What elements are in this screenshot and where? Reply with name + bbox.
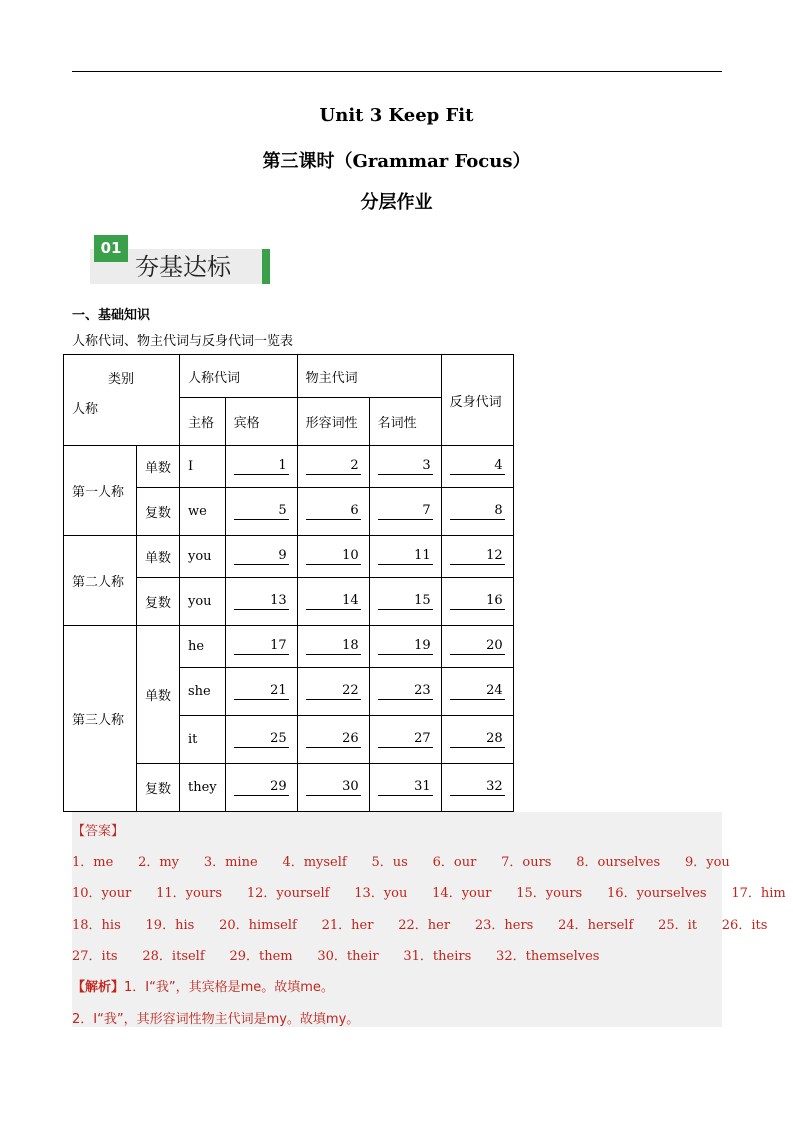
number-singular: 单数 bbox=[137, 446, 180, 488]
header-objective: 宾格 bbox=[225, 398, 297, 446]
blank-10[interactable]: 10 bbox=[306, 548, 361, 565]
blank-20[interactable]: 20 bbox=[450, 638, 505, 655]
header-personal: 人称代词 bbox=[180, 355, 298, 398]
blank-12[interactable]: 12 bbox=[450, 548, 505, 565]
blank-23[interactable]: 23 bbox=[378, 683, 433, 700]
blank-5[interactable]: 5 bbox=[234, 503, 289, 520]
blank-11[interactable]: 11 bbox=[378, 548, 433, 565]
blank-31[interactable]: 31 bbox=[378, 779, 433, 796]
pronoun-cell: she bbox=[180, 668, 226, 716]
header-possessive: 物主代词 bbox=[297, 355, 441, 398]
blank-21[interactable]: 21 bbox=[234, 683, 289, 700]
blank-7[interactable]: 7 bbox=[378, 503, 433, 520]
person-second: 第二人称 bbox=[64, 536, 137, 626]
pronoun-cell: he bbox=[180, 626, 226, 668]
answer-line: 1．me 2．my 3．mine 4．myself 5．us 6．our 7．ours 8．ourselves 9．you bbox=[72, 855, 730, 870]
number-plural: 复数 bbox=[137, 488, 180, 536]
blank-29[interactable]: 29 bbox=[234, 779, 289, 796]
answer-line: 10．your 11．yours 12．yourself 13．you 14．your 15．yours 16．yourselves 17．him bbox=[72, 886, 786, 901]
pronoun-cell: you bbox=[180, 536, 226, 578]
blank-3[interactable]: 3 bbox=[378, 458, 433, 475]
pronoun-cell: we bbox=[180, 488, 226, 536]
pronoun-cell: they bbox=[180, 764, 226, 812]
blank-2[interactable]: 2 bbox=[306, 458, 361, 475]
page-title: Unit 3 Keep Fit bbox=[319, 105, 474, 126]
person-third: 第三人称 bbox=[64, 626, 137, 812]
blank-30[interactable]: 30 bbox=[306, 779, 361, 796]
table-corner: 类别 人称 bbox=[64, 355, 180, 446]
section-badge bbox=[85, 233, 270, 285]
blank-15[interactable]: 15 bbox=[378, 593, 433, 610]
header-nominal: 名词性 bbox=[369, 398, 441, 446]
header-reflexive: 反身代词 bbox=[441, 355, 513, 446]
blank-6[interactable]: 6 bbox=[306, 503, 361, 520]
answer-line: 18．his 19．his 20．himself 21．her 22．her 23．hers 24．herself 25．it 26．its bbox=[72, 918, 768, 933]
badge-number: 01 bbox=[94, 235, 128, 262]
analysis-line-1 bbox=[72, 976, 334, 995]
answer-label: 【答案】 bbox=[72, 824, 125, 839]
pronoun-cell: you bbox=[180, 578, 226, 626]
blank-32[interactable]: 32 bbox=[450, 779, 505, 796]
blank-4[interactable]: 4 bbox=[450, 458, 505, 475]
blank-1[interactable]: 1 bbox=[234, 458, 289, 475]
number-singular: 单数 bbox=[137, 626, 180, 764]
blank-27[interactable]: 27 bbox=[378, 731, 433, 748]
pronoun-cell: I bbox=[180, 446, 226, 488]
analysis-label: 【解析】 bbox=[72, 980, 125, 995]
blank-26[interactable]: 26 bbox=[306, 731, 361, 748]
number-singular: 单数 bbox=[137, 536, 180, 578]
number-plural: 复数 bbox=[137, 578, 180, 626]
blank-22[interactable]: 22 bbox=[306, 683, 361, 700]
blank-8[interactable]: 8 bbox=[450, 503, 505, 520]
blank-9[interactable]: 9 bbox=[234, 548, 289, 565]
header-rule bbox=[72, 71, 722, 72]
number-plural: 复数 bbox=[137, 764, 180, 812]
table-caption: 人称代词、物主代词与反身代词一览表 bbox=[72, 334, 294, 349]
header-nominative: 主格 bbox=[180, 398, 226, 446]
section-heading: 一、基础知识 bbox=[72, 308, 151, 323]
blank-14[interactable]: 14 bbox=[306, 593, 361, 610]
blank-13[interactable]: 13 bbox=[234, 593, 289, 610]
badge-label: 夯基达标 bbox=[135, 253, 231, 281]
blank-17[interactable]: 17 bbox=[234, 638, 289, 655]
blank-28[interactable]: 28 bbox=[450, 731, 505, 748]
analysis-text: 1．I“我”，其宾格是me。故填me。 bbox=[124, 980, 334, 995]
pronoun-cell: it bbox=[180, 716, 226, 764]
blank-19[interactable]: 19 bbox=[378, 638, 433, 655]
lesson-title: 第三课时（Grammar Focus） bbox=[262, 151, 531, 172]
blank-24[interactable]: 24 bbox=[450, 683, 505, 700]
blank-18[interactable]: 18 bbox=[306, 638, 361, 655]
blank-16[interactable]: 16 bbox=[450, 593, 505, 610]
pronoun-table bbox=[63, 354, 514, 812]
answer-line: 27．its 28．itself 29．them 30．their 31．theirs 32．themselves bbox=[72, 949, 600, 964]
analysis-line-2: 2．I“我”，其形容词性物主代词是my。故填my。 bbox=[72, 1012, 360, 1027]
header-adjectival: 形容词性 bbox=[297, 398, 369, 446]
page-subtitle: 分层作业 bbox=[360, 192, 433, 213]
person-first: 第一人称 bbox=[64, 446, 137, 536]
blank-25[interactable]: 25 bbox=[234, 731, 289, 748]
